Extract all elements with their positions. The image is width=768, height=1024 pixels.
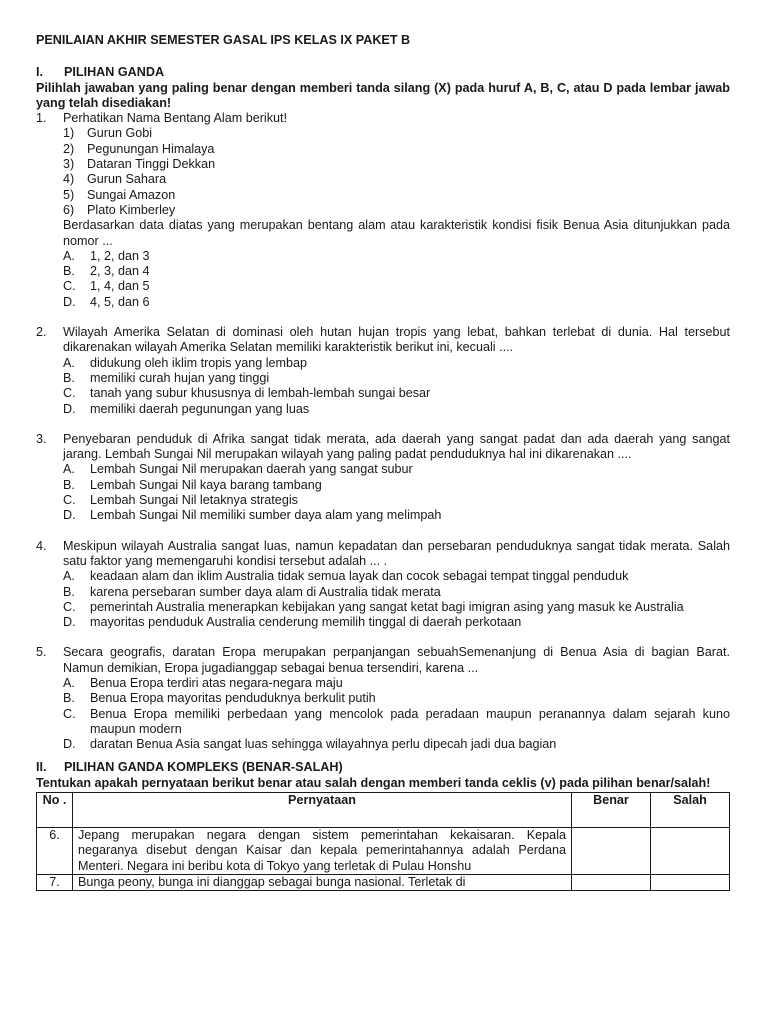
question-text: Secara geografis, daratan Eropa merupakan perpanjangan sebuahSemenanjung di Benua Asia di bagian Barat. Namun demikian, Eropa jugadianggap sebagai benua tersendiri, karena ... [63,645,730,675]
question-text: Penyebaran penduduk di Afrika sangat tidak merata, ada daerah yang sangat padat dan ada daerah yang sangat jarang. Lembah Sungai Nil merupakan wilayah yang paling padat penduduknya hal ini dikarenakan .... [63,431,730,462]
answer-option[interactable] [63,737,730,752]
answer-option[interactable] [63,356,730,371]
option-text: Benua Eropa memiliki perbedaan yang mencolok pada peradaan maupun peranannya dalam sejarah kuno maupun modern [90,706,730,736]
option-letter: B. [63,370,75,385]
question-1 [36,111,730,310]
list-item [63,203,730,218]
answer-option[interactable] [63,569,730,584]
option-text: memiliki curah hujan yang tinggi [90,370,270,385]
option-letter: B. [63,264,75,279]
option-letter: C. [63,599,76,614]
option-letter: A. [63,248,75,263]
list-item-text: Sungai Amazon [87,187,176,202]
option-letter: D. [63,615,76,630]
option-letter: C. [63,493,76,508]
list-item-number: 1) [63,126,75,141]
option-letter: B. [63,584,75,599]
answer-option[interactable] [63,691,730,706]
question-prompt: Berdasarkan data diatas yang merupakan bentang alam atau karakteristik kondisi fisik Benua Asia ditunjukkan pada nomor ... [63,218,730,248]
option-text: Lembah Sungai Nil letaknya strategis [90,493,298,508]
question-text: Wilayah Amerika Selatan di dominasi oleh hutan hujan tropis yang lebat, bahkan terlebat di dunia. Hal tersebut dikarenakan wilayah Amerika Selatan memiliki karakteristik berikut ini, kecuali .... [63,325,730,355]
option-text: Lembah Sungai Nil kaya barang tambang [90,477,322,492]
option-letter: C. [63,386,76,401]
question-text: Perhatikan Nama Bentang Alam berikut! [63,111,288,126]
question-number: 3. [36,431,47,446]
option-text: keadaan alam dan iklim Australia tidak semua layak dan cocok sebagai tempat tinggal penduduk [90,569,629,584]
answer-option[interactable] [63,264,730,279]
section-2-title: PILIHAN GANDA KOMPLEKS (BENAR-SALAH) [64,760,343,775]
answer-option[interactable] [63,707,730,738]
list-item [63,157,730,172]
section-1-instruction: Pilihlah jawaban yang paling benar dengan memberi tanda silang (X) pada huruf A, B, C, atau D pada lembar jawab yang telah disediakan! [36,80,730,110]
option-letter: D. [63,401,76,416]
true-false-table [36,792,730,891]
option-text: Lembah Sungai Nil memiliki sumber daya alam yang melimpah [90,508,442,523]
table-row [37,874,730,890]
option-text: tanah yang subur khususnya di lembah-lembah sungai besar [90,386,431,401]
true-checkbox-cell[interactable] [572,828,651,875]
answer-option[interactable] [63,585,730,600]
list-item-number: 3) [63,157,75,172]
true-checkbox-cell[interactable] [572,874,651,890]
header-no: No . [37,793,73,828]
answer-option[interactable] [63,478,730,493]
question-number: 4. [36,538,47,553]
question-number: 1. [36,111,47,126]
header-true: Benar [572,793,651,828]
answer-option[interactable] [63,386,730,401]
option-text: mayoritas penduduk Australia cenderung memilih tinggal di daerah perkotaan [90,615,522,630]
table-header-row [37,793,730,828]
option-text: 1, 2, dan 3 [90,248,150,263]
list-item [63,188,730,203]
section-2-heading [36,760,730,775]
section-2-number: II. [36,760,47,775]
answer-option[interactable] [63,676,730,691]
list-item-number: 4) [63,172,75,187]
option-letter: B. [63,691,75,706]
list-item-number: 2) [63,141,75,156]
option-text: Benua Eropa mayoritas penduduknya berkulit putih [90,691,376,706]
option-letter: C. [63,706,76,721]
question-2 [36,325,730,417]
answer-option[interactable] [63,402,730,417]
option-text: 1, 4, dan 5 [90,279,150,294]
row-number: 6. [37,828,73,875]
header-false: Salah [651,793,730,828]
answer-option[interactable] [63,493,730,508]
answer-option[interactable] [63,615,730,630]
option-text: daratan Benua Asia sangat luas sehingga wilayahnya perlu dipecah jadi dua bagian [90,737,557,752]
option-letter: A. [63,569,75,584]
row-statement: Bunga peony, bunga ini dianggap sebagai bunga nasional. Terletak di [73,874,572,890]
exam-page [36,33,730,891]
table-row [37,828,730,875]
list-item-text: Plato Kimberley [87,202,176,217]
option-text: Benua Eropa terdiri atas negara-negara maju [90,675,343,690]
list-item-text: Pegunungan Himalaya [87,141,215,156]
list-item-number: 5) [63,187,75,202]
answer-option[interactable] [63,508,730,523]
answer-option[interactable] [63,279,730,294]
answer-option[interactable] [63,249,730,264]
option-text: karena persebaran sumber daya alam di Australia tidak merata [90,584,441,599]
option-text: 4, 5, dan 6 [90,294,150,309]
question-number: 2. [36,325,47,340]
question-4 [36,539,730,631]
question-number: 5. [36,645,47,660]
list-item [63,142,730,157]
list-item [63,126,730,141]
false-checkbox-cell[interactable] [651,828,730,875]
option-letter: A. [63,462,75,477]
false-checkbox-cell[interactable] [651,874,730,890]
option-letter: C. [63,279,76,294]
option-letter: A. [63,355,75,370]
answer-option[interactable] [63,371,730,386]
row-number: 7. [37,874,73,890]
answer-option[interactable] [63,462,730,477]
option-letter: D. [63,508,76,523]
answer-option[interactable] [63,600,730,615]
option-text: pemerintah Australia menerapkan kebijakan yang sangat ketat bagi imigran asing yang masuk ke Australia [90,599,684,614]
option-text: didukung oleh iklim tropis yang lembap [90,355,308,370]
option-letter: D. [63,737,76,752]
option-letter: A. [63,675,75,690]
option-letter: D. [63,294,76,309]
list-item-number: 6) [63,202,75,217]
option-text: Lembah Sungai Nil merupakan daerah yang sangat subur [90,462,413,477]
section-1-number: I. [36,65,43,80]
answer-option[interactable] [63,295,730,310]
list-item-text: Dataran Tinggi Dekkan [87,157,216,172]
row-statement: Jepang merupakan negara dengan sistem pemerintahan kekaisaran. Kepala negaranya disebut dengan Kaisar dan kepala pemerintahannya adalah Perdana Menteri. Negara ini beribu kota di Tokyo yang terletak di Pulau Honshu [73,828,572,875]
option-letter: B. [63,477,75,492]
option-text: 2, 3, dan 4 [90,264,150,279]
question-3 [36,432,730,524]
question-5 [36,645,730,752]
list-item-text: Gurun Sahara [87,172,167,187]
section-1-title: PILIHAN GANDA [64,65,165,80]
list-item [63,172,730,187]
header-statement: Pernyataan [73,793,572,828]
question-text: Meskipun wilayah Australia sangat luas, namun kepadatan dan persebaran penduduknya sangat tidak merata. Salah satu faktor yang memengaruhi kondisi tersebut adalah ... . [63,538,730,568]
list-item-text: Gurun Gobi [87,126,153,141]
option-text: memiliki daerah pegunungan yang luas [90,401,310,416]
section-2-instruction: Tentukan apakah pernyataan berikut benar atau salah dengan memberi tanda ceklis (v) pada pilihan benar/salah! [36,775,711,790]
section-1-heading [36,65,730,80]
document-title: PENILAIAN AKHIR SEMESTER GASAL IPS KELAS IX PAKET B [36,33,411,47]
